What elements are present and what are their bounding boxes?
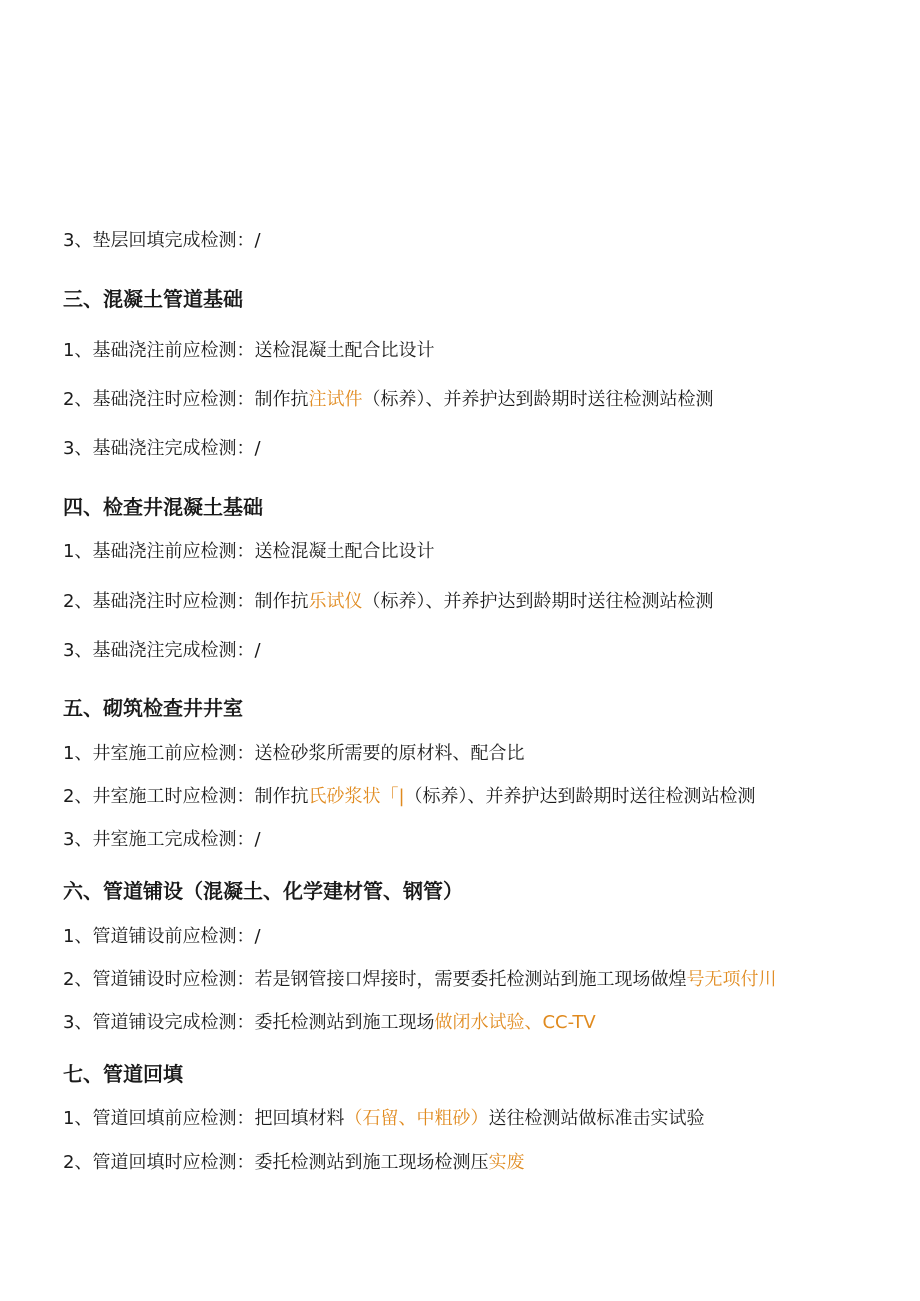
highlighted-text: （石留、中粗砂） — [344, 1108, 489, 1129]
section-heading-3: 三、混凝土管道基础 — [63, 287, 243, 311]
section-heading-5: 五、砌筑检查井井室 — [63, 696, 243, 720]
section-heading-6: 六、管道铺设（混凝土、化学建材管、钢管） — [63, 879, 463, 903]
highlighted-text: 做闭水试验、CC-TV — [434, 1012, 596, 1033]
item-1-well-room-before: 1、井室施工前应检测：送检砂浆所需要的原材料、配合比 — [63, 743, 525, 764]
section-heading-7: 七、管道回填 — [63, 1062, 183, 1086]
item-text: 2、基础浇注时应检测：制作抗 — [63, 389, 309, 410]
highlighted-text: 实废 — [488, 1152, 525, 1173]
highlighted-text: 号无项付川 — [686, 969, 777, 990]
item-text: 3、管道铺设完成检测：委托检测站到施工现场 — [63, 1012, 435, 1033]
item-2-well-room-during — [63, 785, 756, 809]
item-text: （标养）、并养护达到龄期时送往检测站检测 — [362, 389, 714, 410]
item-1-pipe-laying-before: 1、管道铺设前应检测：/ — [63, 926, 261, 947]
item-3-cushion-backfill: 3、垫层回填完成检测：/ — [63, 230, 261, 251]
item-text: （标养）、并养护达到龄期时送往检测站检测 — [404, 786, 756, 807]
item-1-backfill-before — [63, 1107, 704, 1131]
highlighted-text: 乐试仪 — [308, 591, 363, 612]
item-2-foundation-during — [63, 388, 713, 412]
item-3-well-foundation-complete: 3、基础浇注完成检测：/ — [63, 640, 261, 661]
item-text: 送往检测站做标准击实试验 — [488, 1108, 705, 1129]
item-text: 2、管道铺设时应检测：若是钢管接口焊接时，需要委托检测站到施工现场做煌 — [63, 969, 687, 990]
item-2-pipe-laying-during — [63, 968, 776, 992]
highlighted-text: 注试件 — [308, 389, 363, 410]
item-1-well-foundation-before: 1、基础浇注前应检测：送检混凝土配合比设计 — [63, 541, 435, 562]
item-3-pipe-laying-complete — [63, 1011, 596, 1035]
item-3-foundation-complete: 3、基础浇注完成检测：/ — [63, 438, 261, 459]
item-2-well-foundation-during — [63, 590, 713, 614]
highlighted-text: 氏砂浆状「| — [308, 786, 405, 807]
item-2-backfill-during — [63, 1151, 524, 1175]
section-heading-4: 四、检查井混凝土基础 — [63, 495, 263, 519]
item-text: 1、管道回填前应检测：把回填材料 — [63, 1108, 345, 1129]
item-text: 2、井室施工时应检测：制作抗 — [63, 786, 309, 807]
item-text: 2、管道回填时应检测：委托检测站到施工现场检测压 — [63, 1152, 489, 1173]
item-1-foundation-before: 1、基础浇注前应检测：送检混凝土配合比设计 — [63, 340, 435, 361]
item-text: （标养）、并养护达到龄期时送往检测站检测 — [362, 591, 714, 612]
item-text: 2、基础浇注时应检测：制作抗 — [63, 591, 309, 612]
item-3-well-room-complete: 3、井室施工完成检测：/ — [63, 829, 261, 850]
